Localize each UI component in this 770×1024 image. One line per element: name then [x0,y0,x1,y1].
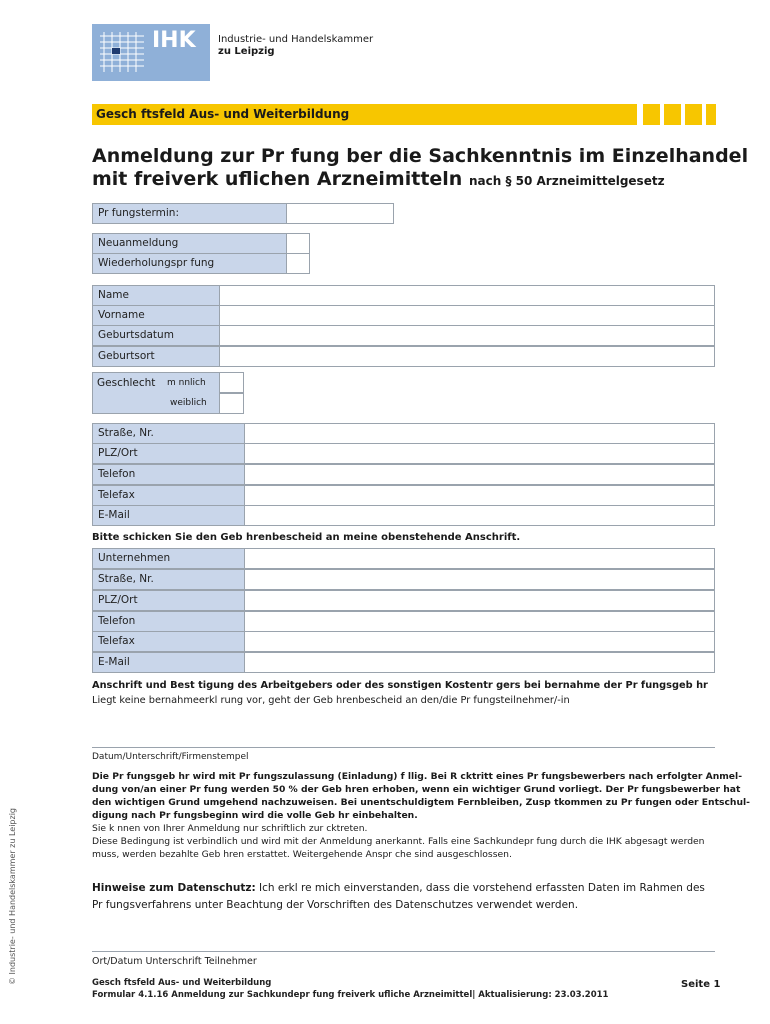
company-email-field[interactable] [244,652,715,673]
female-checkbox[interactable] [219,393,244,414]
privacy-heading: Hinweise zum Datenschutz: [92,882,256,894]
privacy-text-1: Ich erkl re mich einverstanden, dass die vorstehend erfassten Daten im Rahmen des [255,882,705,894]
yellow-square-decoration [664,104,681,125]
privacy-text-2: Pr fungsverfahrens unter Beachtung der Vorschriften des Datenschutzes verwendet werden. [92,899,579,911]
company-street-field[interactable] [244,569,715,590]
street-field[interactable] [244,423,715,444]
fax-field[interactable] [244,485,715,506]
org-name-line2: zu Leipzig [218,46,275,57]
male-label: m nnlich [167,378,206,388]
exam-date-label: Pr fungstermin: [92,203,287,224]
email-field[interactable] [244,505,715,526]
zip-city-label: PLZ/Ort [92,443,245,464]
first-name-label: Vorname [92,305,220,326]
signature-label: Datum/Unterschrift/Firmenstempel [92,752,249,762]
footer-department: Gesch ftsfeld Aus- und Weiterbildung [92,978,272,988]
footer-form-info: Formular 4.1.16 Anmeldung zur Sachkundepr fung freiverk ufliche Arzneimittel| Aktualisierung: 23.03.2011 [92,990,609,1000]
male-checkbox[interactable] [219,372,244,393]
page-title-line2 [92,168,665,190]
title-main: mit freiverk uflichen Arzneimitteln [92,168,463,190]
terms-bold-3: den wichtigen Grund umgehend nachzuweisen. Bei unentschuldigtem Fernbleiben, Zusp tkommen zu Pr fungen oder Entschul- [92,797,750,808]
company-zip-field[interactable] [244,590,715,611]
terms-bold-4: digung nach Pr fungsbeginn wird die volle Geb hr einbehalten. [92,810,418,821]
gender-label: Geschlecht [97,377,156,389]
name-field[interactable] [219,285,715,306]
first-name-field[interactable] [219,305,715,326]
zip-city-field[interactable] [244,443,715,464]
fax-label: Telefax [92,485,245,506]
yellow-square-decoration [643,104,660,125]
phone-field[interactable] [244,464,715,485]
company-field[interactable] [244,548,715,569]
org-name-line1: Industrie- und Handelskammer [218,34,374,45]
birth-date-label: Geburtsdatum [92,325,220,346]
employer-confirmation-heading: Anschrift und Best tigung des Arbeitgebers oder des sonstigen Kostentr gers bei bernahme der Pr fungsgeb hr [92,680,708,691]
company-phone-label: Telefon [92,611,245,632]
privacy-notice [92,882,705,894]
page-title-line1: Anmeldung zur Pr fung ber die Sachkenntnis im Einzelhandel [92,145,749,167]
terms-bold-2: dung von/an einer Pr fung werden 50 % der Geb hren erhoben, wenn ein wichtiger Grund vorliegt. Der Pr fungsbewerber hat [92,784,741,795]
yellow-square-decoration [685,104,702,125]
birth-place-label: Geburtsort [92,346,220,367]
company-label: Unternehmen [92,548,245,569]
page-number: Seite 1 [681,979,721,990]
company-fax-field[interactable] [244,631,715,652]
fee-notice: Bitte schicken Sie den Geb hrenbescheid an meine obenstehende Anschrift. [92,532,521,543]
birth-date-field[interactable] [219,325,715,346]
terms-text-2: Diese Bedingung ist verbindlich und wird mit der Anmeldung anerkannt. Falls eine Sachkundepr fung durch die IHK abgesagt werden [92,836,705,847]
participant-signature-label: Ort/Datum Unterschrift Teilnehmer [92,956,257,967]
email-label: E-Mail [92,505,245,526]
company-street-label: Straße, Nr. [92,569,245,590]
company-phone-field[interactable] [244,611,715,632]
name-label: Name [92,285,220,306]
exam-date-field[interactable] [286,203,394,224]
side-copyright: © Industrie- und Handelskammer zu Leipzig [8,807,17,985]
terms-bold-1: Die Pr fungsgeb hr wird mit Pr fungszulassung (Einladung) f llig. Bei R cktritt eines Pr fungsbewerbers nach erfolgter Anmel- [92,771,743,782]
title-law-reference: nach § 50 Arzneimittelgesetz [468,174,665,188]
logo-wordmark: IHK [152,28,196,53]
participant-signature-line [92,951,715,952]
new-registration-label: Neuanmeldung [92,233,287,254]
section-band-title: Gesch ftsfeld Aus- und Weiterbildung [96,107,350,121]
company-zip-label: PLZ/Ort [92,590,245,611]
signature-line [92,747,715,748]
company-email-label: E-Mail [92,652,245,673]
employer-confirmation-note: Liegt keine bernahmeerkl rung vor, geht der Geb hrenbescheid an den/die Pr fungsteilnehmer/-in [92,695,570,706]
female-label: weiblich [170,398,207,408]
company-fax-label: Telefax [92,631,245,652]
birth-place-field[interactable] [219,346,715,367]
yellow-square-decoration [706,104,716,125]
repeat-exam-checkbox[interactable] [286,253,310,274]
phone-label: Telefon [92,464,245,485]
terms-text-1: Sie k nnen von Ihrer Anmeldung nur schriftlich zur cktreten. [92,823,368,834]
grid-logo-icon [94,30,150,74]
repeat-exam-label: Wiederholungspr fung [92,253,287,274]
new-registration-checkbox[interactable] [286,233,310,254]
street-label: Straße, Nr. [92,423,245,444]
terms-text-3: muss, werden bezahlte Geb hren erstattet. Weitergehende Anspr che sind ausgeschlossen. [92,849,512,860]
